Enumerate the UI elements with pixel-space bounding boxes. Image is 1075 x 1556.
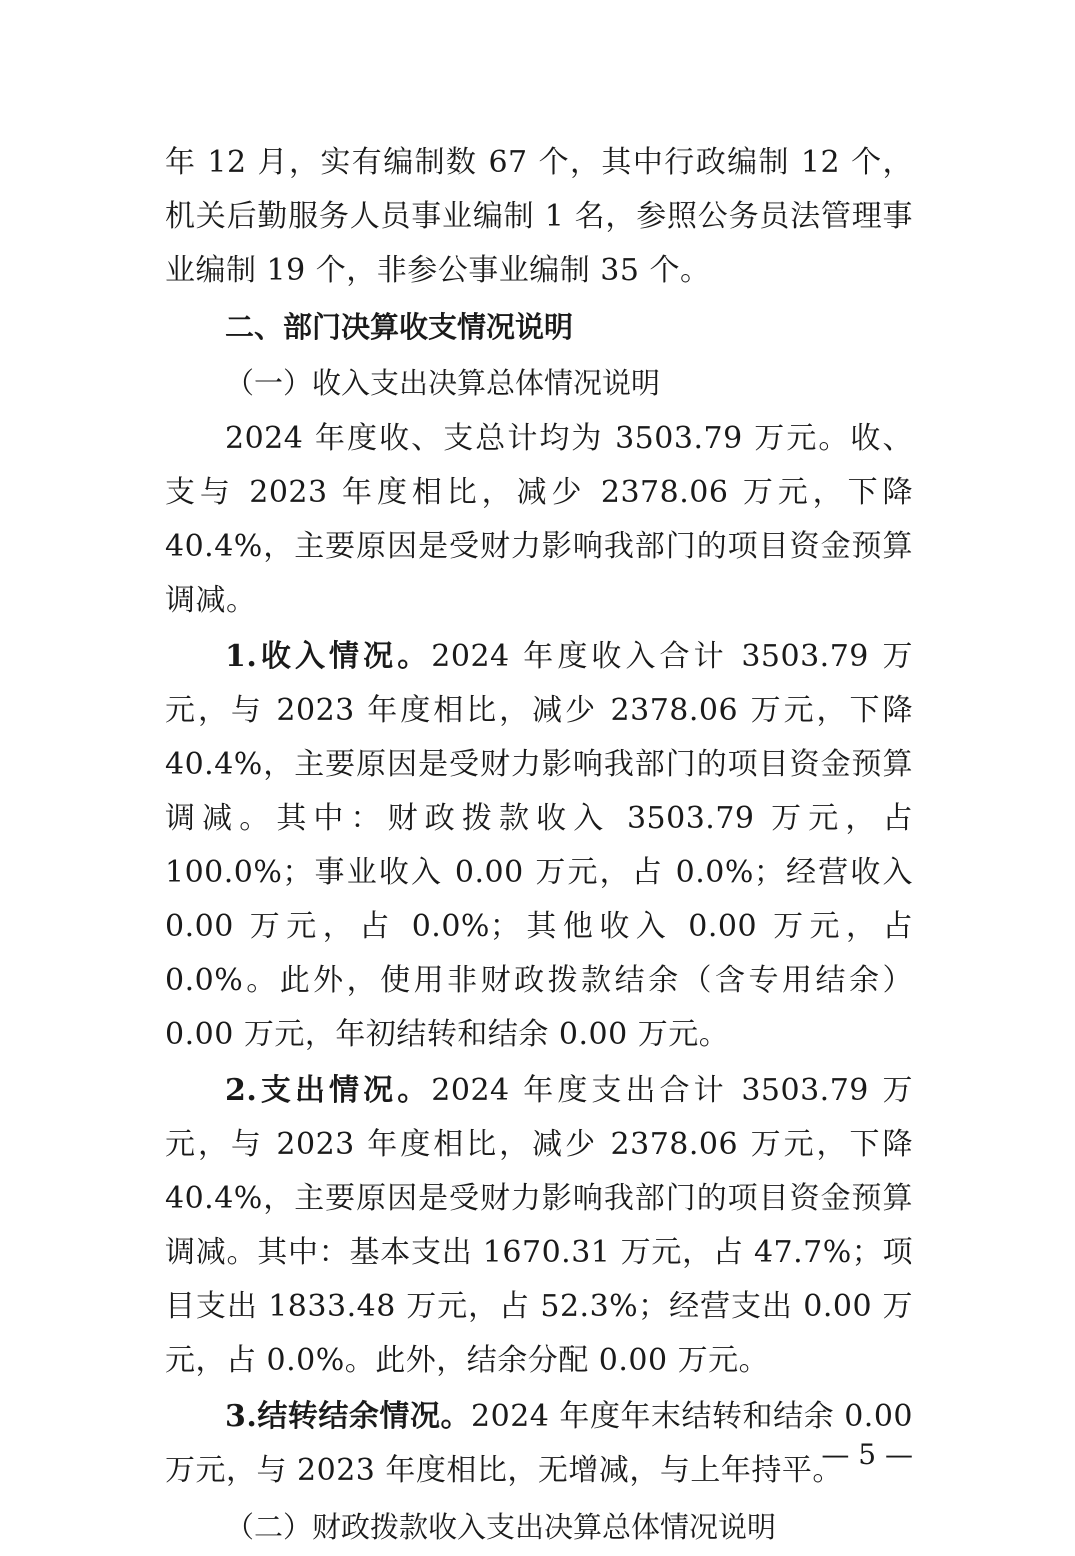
subsection-heading-2: （二）财政拨款收入支出决算总体情况说明 [225,1510,777,1544]
income-text: 2024 年度收入合计 3503.79 万元，与 2023 年度相比，减少 2378.06 万元，下降 40.4%，主要原因是受财力影响我部门的项目资金预算调减。其中：财政拨款收入 3503.79 万元，占 100.0%；事业收入 0.00 万元，占 0.0%；经营收入 0.00 万元，占 0.0%；其他收入 0.00 万元，占 0.0%。此外，使用非财政拨款结余（含专用结余）0.00 万元，年初结转和结余 0.00 万元。 [165,639,913,1052]
section-heading-2: 二、部门决算收支情况说明 [225,310,574,344]
document-body [165,136,913,1556]
page-number: — 5 — [821,1438,913,1471]
expense-label: 2.支出情况。 [225,1073,432,1108]
staffing-paragraph: 年 12 月，实有编制数 67 个，其中行政编制 12 个，机关后勤服务人员事业编制 1 名，参照公务员法管理事业编制 19 个，非参公事业编制 35 个。 [165,145,913,288]
carryover-paragraph [165,1390,913,1498]
expense-paragraph [165,1064,913,1388]
income-paragraph [165,630,913,1062]
subsection-heading-1: （一）收入支出决算总体情况说明 [225,366,661,400]
carryover-label: 3.结转结余情况。 [225,1399,472,1434]
carryover-text: 2024 年度年末结转和结余 0.00 万元，与 2023 年度相比，无增减，与上年持平。 [165,1399,913,1488]
income-label: 1.收入情况。 [225,639,432,674]
expense-text: 2024 年度支出合计 3503.79 万元，与 2023 年度相比，减少 2378.06 万元，下降 40.4%，主要原因是受财力影响我部门的项目资金预算调减。其中：基本支出 1670.31 万元，占 47.7%；项目支出 1833.48 万元，占 52.3%；经营支出 0.00 万元，占 0.0%。此外，结余分配 0.00 万元。 [165,1073,913,1378]
total-summary-paragraph: 2024 年度收、支总计均为 3503.79 万元。收、支与 2023 年度相比，减少 2378.06 万元，下降 40.4%，主要原因是受财力影响我部门的项目资金预算调减。 [165,421,913,618]
